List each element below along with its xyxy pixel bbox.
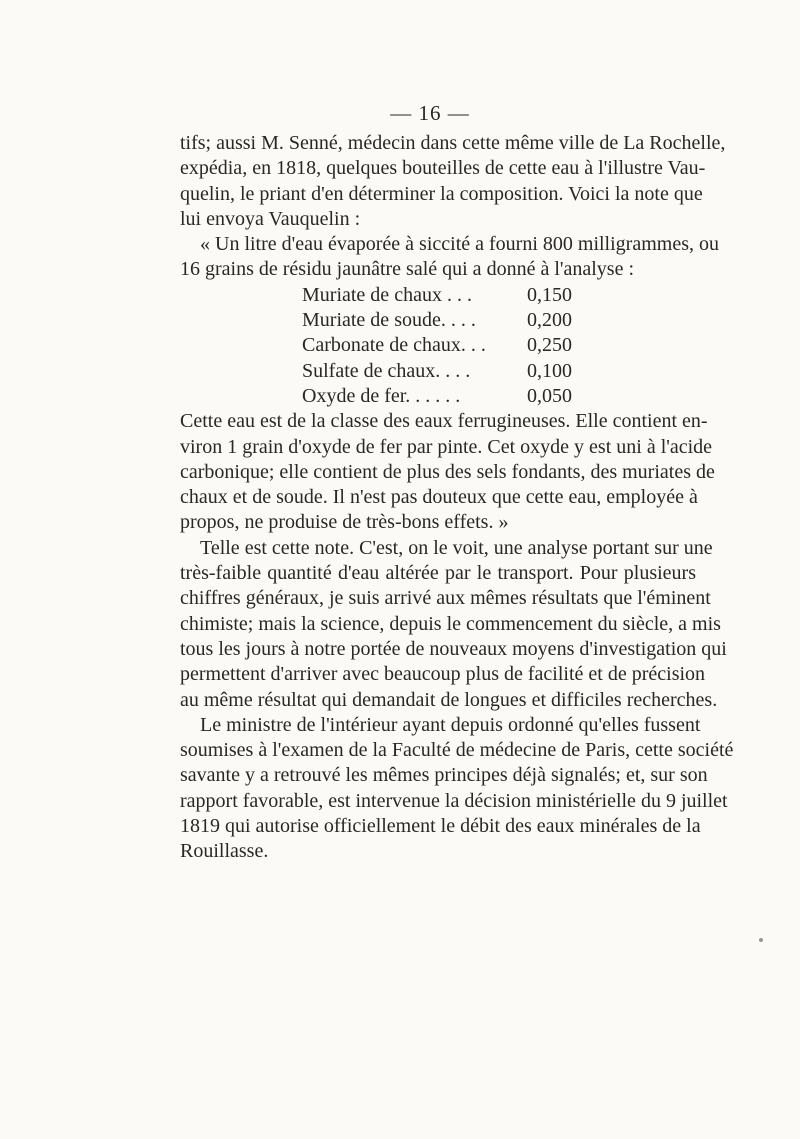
text-line: carbonique; elle contient de plus des sels fondants, des muriates de — [180, 460, 715, 483]
text-line: tifs; aussi M. Senné, médecin dans cette même ville de La Rochelle, — [180, 132, 726, 154]
text-line: au même résultat qui demandait de longues et difficiles recherches. — [180, 688, 718, 711]
paper-speck — [759, 938, 763, 942]
analysis-row — [302, 283, 572, 308]
text-line: chimiste; mais la science, depuis le commencement du siècle, a mis — [180, 612, 721, 635]
text-line: quelin, le priant d'en déterminer la composition. Voici la note que — [180, 182, 703, 205]
text-line: très-faible quantité d'eau altérée par le transport. Pour plusieurs — [180, 562, 696, 585]
text-line: propos, ne produise de très-bons effets. » — [180, 511, 509, 534]
analysis-row — [302, 333, 572, 358]
page-number: — 16 — — [390, 101, 470, 125]
text-line: lui envoya Vauquelin : — [180, 207, 361, 230]
text-line: « Un litre d'eau évaporée à siccité a fourni 800 milligrammes, ou — [200, 233, 719, 256]
text-line: 16 grains de résidu jaunâtre salé qui a donné à l'analyse : — [180, 258, 635, 281]
text-line: permettent d'arriver avec beaucoup plus de facilité et de précision — [180, 663, 706, 686]
text-line: 1819 qui autorise officiellement le débit des eaux minérales de la — [180, 815, 701, 838]
text-line: rapport favorable, est intervenue la décision ministérielle du 9 juillet — [180, 789, 728, 812]
quote-intro — [180, 232, 719, 283]
substance-amount: 0,100 — [527, 359, 572, 382]
analysis-table — [302, 283, 572, 409]
substance-name: Oxyde de fer. . . . . . — [302, 384, 461, 407]
substance-name: Muriate de chaux . . . — [302, 283, 472, 306]
text-line: expédia, en 1818, quelques bouteilles de cette eau à l'illustre Vau- — [180, 157, 706, 180]
substance-amount: 0,200 — [527, 309, 572, 332]
text-line: viron 1 grain d'oxyde de fer par pinte. Cet oxyde y est uni à l'acide — [180, 435, 713, 458]
substance-amount: 0,250 — [527, 334, 572, 357]
paragraph-2 — [180, 536, 727, 713]
substance-name: Sulfate de chaux. . . . — [302, 359, 471, 382]
text-line: chaux et de soude. Il n'est pas douteux que cette eau, employée à — [180, 486, 698, 509]
text-line: Cette eau est de la classe des eaux ferrugineuses. Elle contient en- — [180, 410, 708, 433]
text-line: soumises à l'examen de la Faculté de médecine de Paris, cette société — [180, 739, 734, 762]
substance-amount: 0,150 — [527, 283, 572, 306]
analysis-row — [302, 308, 572, 333]
text-line: Telle est cette note. C'est, on le voit, une analyse portant sur une — [200, 536, 713, 559]
substance-amount: 0,050 — [527, 384, 572, 407]
analysis-row — [302, 359, 572, 384]
paragraph-3 — [180, 713, 734, 865]
text-line: Rouillasse. — [180, 840, 269, 863]
page-text — [180, 131, 734, 865]
text-line: tous les jours à notre portée de nouveaux moyens d'investigation qui — [180, 637, 727, 660]
text-line: Le ministre de l'intérieur ayant depuis ordonné qu'elles fussent — [200, 713, 701, 736]
substance-name: Carbonate de chaux. . . — [302, 334, 486, 357]
text-line: savante y a retrouvé les mêmes principes déjà signalés; et, sur son — [180, 764, 708, 787]
analysis-row — [302, 384, 572, 409]
paragraph-1 — [180, 131, 726, 232]
substance-name: Muriate de soude. . . . — [302, 309, 476, 332]
text-line: chiffres généraux, je suis arrivé aux mêmes résultats que l'éminent — [180, 587, 711, 610]
quote-rest — [180, 409, 715, 535]
